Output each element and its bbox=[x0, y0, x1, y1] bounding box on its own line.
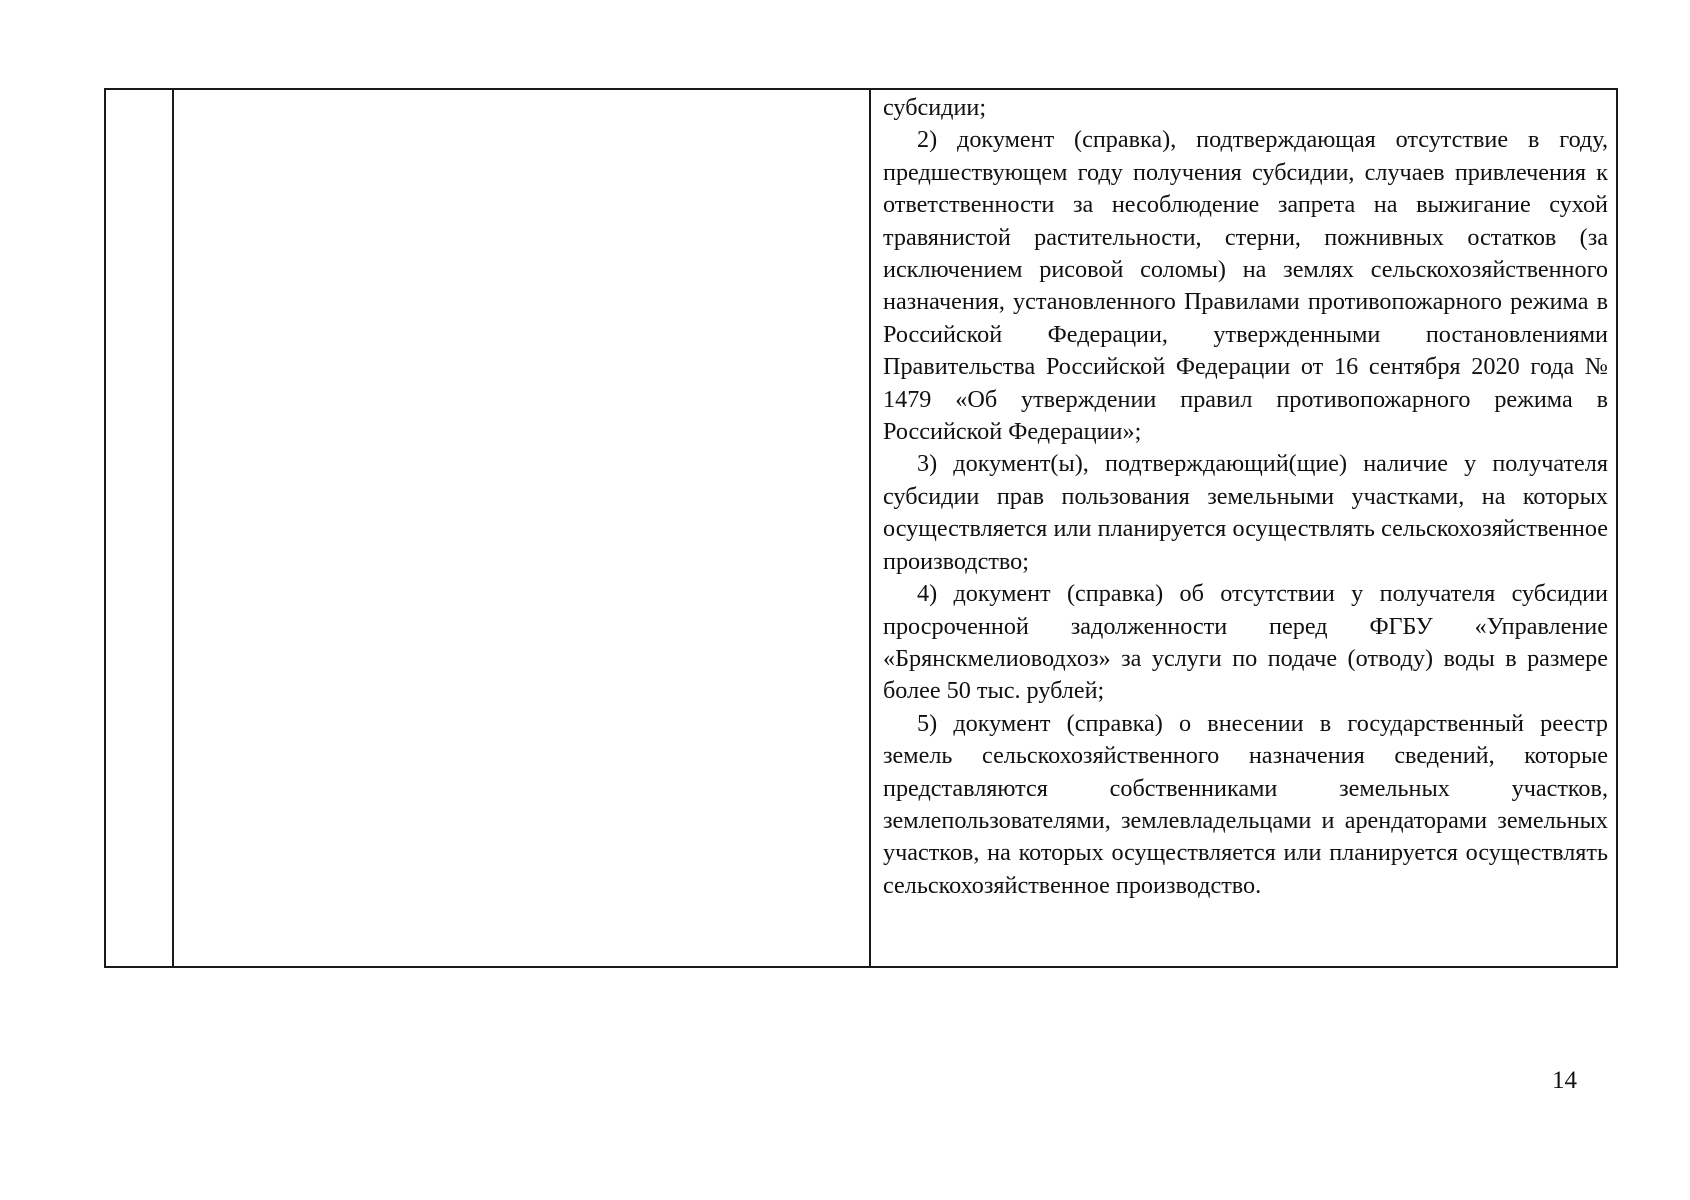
table-cell-number bbox=[106, 90, 174, 966]
docs-paragraph-continuation: субсидии; bbox=[883, 94, 987, 121]
table-cell-name bbox=[174, 90, 871, 966]
docs-paragraph-3: 3) документ(ы), подтверждающий(щие) наличие у получателя субсидии прав пользования земельными участками, на которых осуществляется или планируется осуществлять сельскохозяйственное производство; bbox=[883, 450, 1608, 575]
docs-paragraph-2: 2) документ (справка), подтверждающая отсутствие в году, предшествующем году получения субсидии, случаев привлечения к ответственности за несоблюдение запрета на выжигание сухой травянистой растительности, стерни, пожнивных остатков (за исключением рисовой соломы) на землях сельскохозяйственного назначения, установленного Правилами противопожарного режима в Российской Федерации, утвержденными постановлениями Правительства Российской Федерации от 16 сентября 2020 года № 1479 «Об утверждении правил противопожарного режима в Российской Федерации»; bbox=[883, 126, 1608, 446]
table-cell-documents bbox=[871, 90, 1616, 966]
document-table bbox=[104, 88, 1618, 968]
docs-paragraph-4: 4) документ (справка) об отсутствии у получателя субсидии просроченной задолженности перед ФГБУ «Управление «Брянскмелиоводхоз» за услуги по подаче (отводу) воды в размере более 50 тыс. рублей; bbox=[883, 580, 1608, 705]
page-number: 14 bbox=[1552, 1067, 1577, 1094]
docs-paragraph-5: 5) документ (справка) о внесении в государственный реестр земель сельскохозяйственного назначения сведений, которые представляются собственниками земельных участков, землепользователями, землевладельцами и арендаторами земельных участков, на которых осуществляется или планируется осуществлять сельскохозяйственное производство. bbox=[883, 709, 1608, 899]
